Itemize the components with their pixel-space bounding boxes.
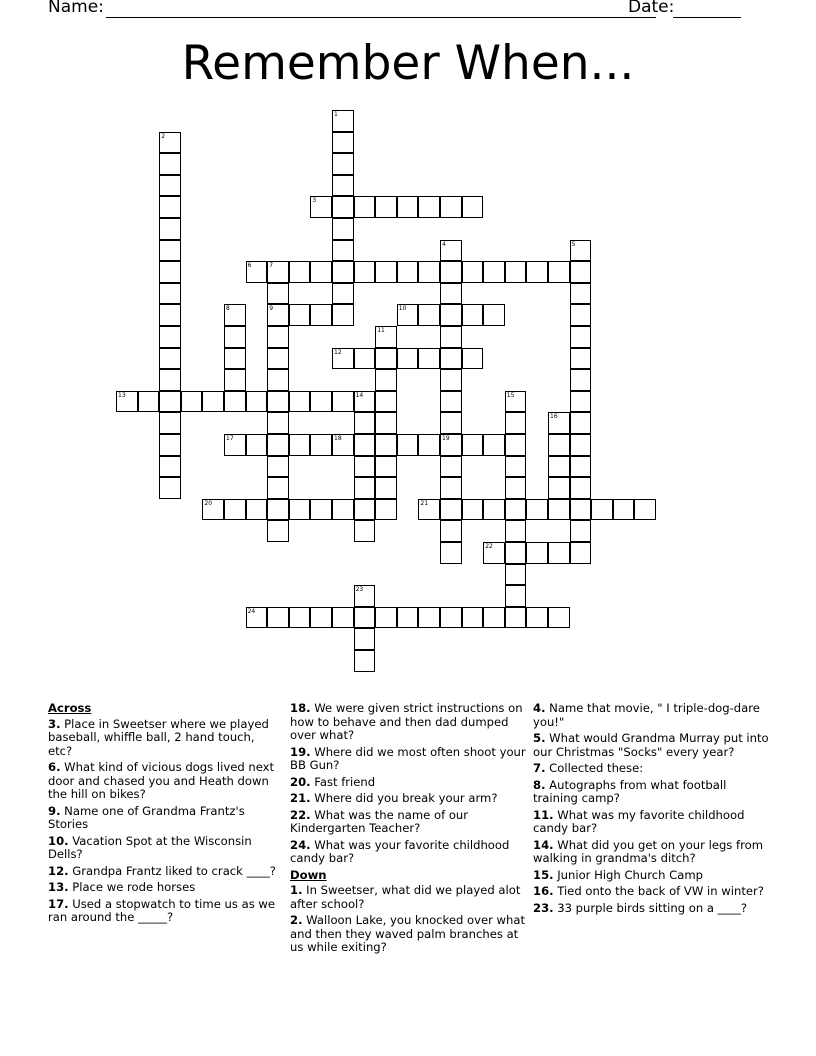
grid-cell[interactable] (159, 132, 181, 154)
grid-cell[interactable] (634, 499, 656, 521)
clue-text: Autographs from what football training camp? (533, 777, 727, 805)
grid-cell[interactable] (116, 391, 138, 413)
grid-cell[interactable] (267, 520, 289, 542)
grid-cell[interactable] (505, 261, 527, 283)
clue-number: 24 (247, 607, 256, 615)
grid-cell[interactable] (375, 196, 397, 218)
clue-text: Junior High Church Camp (557, 867, 704, 882)
clue-number: 23 (355, 586, 364, 594)
grid-cell[interactable] (397, 348, 419, 370)
grid-cell[interactable] (159, 240, 181, 262)
grid-cell[interactable] (526, 261, 548, 283)
clue-number: 14. (533, 837, 554, 852)
grid-cell[interactable] (375, 434, 397, 456)
clue-text: What was my favorite childhood candy bar? (533, 807, 745, 835)
grid-cell[interactable] (159, 434, 181, 456)
clue-text: Place we rode horses (72, 880, 196, 894)
grid-cell[interactable] (354, 196, 376, 218)
clue-number: 6 (247, 262, 252, 270)
grid-cell[interactable] (505, 477, 527, 499)
grid-cell[interactable] (159, 456, 181, 478)
grid-cell[interactable] (267, 326, 289, 348)
grid-cell[interactable] (332, 196, 354, 218)
clue-number: 24. (290, 837, 311, 852)
clue-item (48, 761, 276, 802)
grid-cell[interactable] (375, 369, 397, 391)
grid-cell[interactable] (375, 607, 397, 629)
grid-cell[interactable] (246, 391, 268, 413)
clue-item (290, 792, 526, 806)
grid-cell[interactable] (570, 520, 592, 542)
grid-cell[interactable] (202, 499, 224, 521)
clue-item (533, 732, 769, 759)
grid-cell[interactable] (375, 499, 397, 521)
grid-cell[interactable] (418, 607, 440, 629)
clue-number: 23. (533, 900, 554, 915)
clue-number: 17. (48, 896, 69, 911)
grid-cell[interactable] (289, 499, 311, 521)
grid-cell[interactable] (570, 304, 592, 326)
clue-number: 13 (118, 391, 126, 399)
grid-cell[interactable] (224, 369, 246, 391)
clue-text: Walloon Lake, you knocked over what and then they waved palm branches at us while exiting? (290, 913, 526, 954)
clue-item (290, 809, 526, 836)
grid-cell[interactable] (267, 391, 289, 413)
grid-cell[interactable] (505, 391, 527, 413)
grid-cell[interactable] (267, 412, 289, 434)
clue-item (533, 809, 769, 836)
grid-cell[interactable] (570, 542, 592, 564)
clue-item (48, 835, 276, 862)
clue-number: 18 (334, 435, 342, 442)
grid-cell[interactable] (418, 261, 440, 283)
grid-cell[interactable] (332, 218, 354, 240)
grid-cell[interactable] (224, 391, 246, 413)
grid-cell[interactable] (440, 369, 462, 391)
grid-cell[interactable] (570, 348, 592, 370)
clue-number: 15. (533, 867, 554, 882)
clue-column-2 (290, 702, 526, 958)
grid-cell[interactable] (332, 132, 354, 154)
grid-cell[interactable] (483, 499, 505, 521)
grid-cell[interactable] (332, 175, 354, 197)
clue-column-1 (48, 702, 276, 928)
grid-cell[interactable] (159, 348, 181, 370)
grid-cell[interactable] (462, 348, 484, 370)
clue-item (290, 914, 526, 955)
grid-cell[interactable] (159, 175, 181, 197)
clue-number: 21 (420, 499, 429, 507)
clue-number: 2. (290, 913, 303, 927)
grid-cell[interactable] (159, 412, 181, 434)
grid-cell[interactable] (440, 499, 462, 521)
clue-text: What was the name of our Kindergarten Teacher? (290, 807, 469, 835)
clue-text: Name that movie, " I triple-dog-dare you!" (533, 701, 760, 729)
grid-cell[interactable] (462, 304, 484, 326)
grid-cell[interactable] (375, 348, 397, 370)
grid-cell[interactable] (332, 261, 354, 283)
clue-number: 12. (48, 863, 69, 878)
clue-item (290, 884, 526, 911)
grid-cell[interactable] (332, 110, 354, 132)
grid-cell[interactable] (505, 456, 527, 478)
grid-cell[interactable] (310, 304, 332, 326)
grid-cell[interactable] (310, 391, 332, 413)
grid-cell[interactable] (570, 283, 592, 305)
clue-number: 17 (226, 435, 234, 442)
grid-cell[interactable] (267, 499, 289, 521)
clue-text: In Sweetser, what did we played alot after school? (290, 883, 521, 911)
clue-item (48, 718, 276, 759)
grid-cell[interactable] (246, 607, 268, 629)
grid-cell[interactable] (354, 391, 376, 413)
clue-number: 14 (355, 391, 364, 399)
grid-cell[interactable] (570, 456, 592, 478)
clue-text: What was your favorite childhood candy bar? (290, 837, 510, 865)
grid-cell[interactable] (246, 434, 268, 456)
grid-cell[interactable] (289, 391, 311, 413)
grid-cell[interactable] (526, 607, 548, 629)
grid-cell[interactable] (375, 412, 397, 434)
clue-item (533, 885, 769, 899)
clue-text: Tied onto the back of VW in winter? (557, 884, 764, 898)
grid-cell[interactable] (354, 261, 376, 283)
grid-cell[interactable] (310, 261, 332, 283)
grid-cell[interactable] (267, 348, 289, 370)
grid-cell[interactable] (332, 153, 354, 175)
grid-cell[interactable] (354, 499, 376, 521)
grid-cell[interactable] (138, 391, 160, 413)
grid-cell[interactable] (440, 412, 462, 434)
clue-number: 8 (226, 305, 230, 313)
grid-cell[interactable] (332, 304, 354, 326)
grid-cell[interactable] (505, 542, 527, 564)
clue-number: 19. (290, 744, 311, 759)
grid-cell[interactable] (462, 196, 484, 218)
grid-cell[interactable] (397, 607, 419, 629)
clue-number: 2 (161, 132, 166, 140)
clue-section-heading: Down (290, 867, 327, 882)
grid-cell[interactable] (418, 499, 440, 521)
grid-cell[interactable] (310, 196, 332, 218)
grid-cell[interactable] (505, 520, 527, 542)
grid-cell[interactable] (440, 196, 462, 218)
grid-cell[interactable] (397, 304, 419, 326)
grid-cell[interactable] (354, 348, 376, 370)
grid-cell[interactable] (570, 326, 592, 348)
grid-cell[interactable] (548, 542, 570, 564)
page-title: Remember When... (181, 36, 635, 91)
grid-cell[interactable] (462, 434, 484, 456)
clue-item (533, 839, 769, 866)
grid-cell[interactable] (159, 153, 181, 175)
grid-cell[interactable] (224, 304, 246, 326)
clue-text: Name one of Grandma Frantz's Stories (48, 803, 245, 831)
grid-cell[interactable] (440, 456, 462, 478)
grid-cell[interactable] (570, 434, 592, 456)
clue-number: 22 (485, 543, 493, 550)
grid-cell[interactable] (159, 283, 181, 305)
grid-cell[interactable] (354, 434, 376, 456)
grid-cell[interactable] (289, 304, 311, 326)
grid-cell[interactable] (354, 477, 376, 499)
grid-cell[interactable] (332, 434, 354, 456)
clue-number: 9 (269, 305, 274, 313)
grid-cell[interactable] (267, 434, 289, 456)
grid-cell[interactable] (570, 369, 592, 391)
grid-cell[interactable] (397, 196, 419, 218)
grid-cell[interactable] (267, 607, 289, 629)
grid-cell[interactable] (354, 607, 376, 629)
grid-cell[interactable] (354, 456, 376, 478)
grid-cell[interactable] (354, 585, 376, 607)
grid-cell[interactable] (570, 240, 592, 262)
grid-cell[interactable] (505, 412, 527, 434)
clue-item (290, 776, 526, 790)
clue-item (48, 881, 276, 895)
grid-cell[interactable] (548, 499, 570, 521)
grid-cell[interactable] (505, 585, 527, 607)
grid-cell[interactable] (354, 412, 376, 434)
clue-number: 11 (377, 327, 385, 334)
grid-cell[interactable] (418, 196, 440, 218)
clue-text: Used a stopwatch to time us as we ran around the _____? (48, 896, 276, 924)
clue-item (290, 839, 526, 866)
grid-cell[interactable] (613, 499, 635, 521)
grid-cell[interactable] (418, 434, 440, 456)
grid-cell[interactable] (267, 369, 289, 391)
grid-cell[interactable] (267, 477, 289, 499)
grid-cell[interactable] (202, 391, 224, 413)
clue-item (48, 898, 276, 925)
grid-cell[interactable] (505, 499, 527, 521)
clue-number: 16. (533, 884, 554, 898)
grid-cell[interactable] (483, 434, 505, 456)
grid-cell[interactable] (159, 369, 181, 391)
grid-cell[interactable] (332, 283, 354, 305)
grid-cell[interactable] (548, 434, 570, 456)
grid-cell[interactable] (224, 434, 246, 456)
clue-number: 13. (48, 880, 69, 894)
grid-cell[interactable] (418, 348, 440, 370)
clue-text: We were given strict instructions on how to behave and then dad dumped over what? (290, 701, 523, 742)
grid-cell[interactable] (462, 607, 484, 629)
clue-number: 3. (48, 716, 61, 731)
grid-cell[interactable] (440, 283, 462, 305)
grid-cell[interactable] (332, 607, 354, 629)
grid-cell[interactable] (310, 434, 332, 456)
grid-cell[interactable] (526, 499, 548, 521)
grid-cell[interactable] (224, 499, 246, 521)
clue-number: 3 (312, 197, 317, 205)
grid-cell[interactable] (548, 477, 570, 499)
grid-cell[interactable] (440, 542, 462, 564)
clue-item (533, 762, 769, 776)
grid-cell[interactable] (181, 391, 203, 413)
grid-cell[interactable] (159, 326, 181, 348)
grid-cell[interactable] (354, 520, 376, 542)
clue-item (533, 869, 769, 883)
clue-text: Fast friend (314, 774, 376, 789)
clue-number: 8. (533, 777, 546, 792)
grid-cell[interactable] (526, 542, 548, 564)
grid-cell[interactable] (289, 261, 311, 283)
clue-text: Where did you break your arm? (314, 791, 498, 805)
grid-cell[interactable] (548, 261, 570, 283)
clue-text: Place in Sweetser where we played baseball, whiffle ball, 2 hand touch, etc? (48, 716, 269, 758)
clue-number: 10. (48, 833, 69, 848)
grid-cell[interactable] (267, 283, 289, 305)
clue-item (533, 902, 769, 916)
clue-number: 12 (334, 348, 342, 356)
clue-number: 10 (398, 305, 407, 313)
clue-text: What kind of vicious dogs lived next door and chased you and Heath down the hill on bikes? (48, 760, 275, 801)
clue-item (533, 779, 769, 806)
grid-cell[interactable] (159, 391, 181, 413)
clue-text: Grandpa Frantz liked to crack ____? (72, 863, 276, 878)
clue-number: 20. (290, 774, 311, 789)
grid-cell[interactable] (375, 391, 397, 413)
grid-cell[interactable] (397, 434, 419, 456)
grid-cell[interactable] (483, 607, 505, 629)
clue-number: 1. (290, 883, 303, 897)
grid-cell[interactable] (483, 542, 505, 564)
clue-text: 33 purple birds sitting on a ____? (557, 900, 747, 915)
grid-cell[interactable] (440, 348, 462, 370)
clue-number: 7 (269, 262, 274, 270)
clue-item (533, 702, 769, 729)
grid-cell[interactable] (159, 477, 181, 499)
grid-cell[interactable] (375, 456, 397, 478)
grid-cell[interactable] (570, 499, 592, 521)
grid-cell[interactable] (570, 391, 592, 413)
grid-cell[interactable] (462, 261, 484, 283)
grid-cell[interactable] (159, 261, 181, 283)
clue-number: 16 (550, 413, 558, 421)
grid-cell[interactable] (440, 261, 462, 283)
grid-cell[interactable] (483, 304, 505, 326)
grid-cell[interactable] (332, 348, 354, 370)
clue-text: Where did we most often shoot your BB Gun? (290, 744, 526, 772)
clue-number: 5. (533, 731, 546, 745)
grid-cell[interactable] (354, 628, 376, 650)
grid-cell[interactable] (375, 326, 397, 348)
clue-text: What did you get on your legs from walking in grandma's ditch? (533, 837, 764, 865)
grid-cell[interactable] (310, 499, 332, 521)
grid-cell[interactable] (570, 412, 592, 434)
grid-cell[interactable] (224, 326, 246, 348)
clue-number: 1 (334, 111, 338, 118)
clue-number: 6. (48, 760, 61, 774)
grid-cell[interactable] (440, 240, 462, 262)
grid-cell[interactable] (267, 456, 289, 478)
grid-cell[interactable] (159, 218, 181, 240)
grid-cell[interactable] (440, 304, 462, 326)
clue-number: 7. (533, 761, 546, 775)
grid-cell[interactable] (267, 261, 289, 283)
grid-cell[interactable] (397, 261, 419, 283)
clue-item (48, 805, 276, 832)
grid-cell[interactable] (289, 434, 311, 456)
grid-cell[interactable] (548, 456, 570, 478)
grid-cell[interactable] (440, 391, 462, 413)
grid-cell[interactable] (440, 607, 462, 629)
clue-text: Vacation Spot at the Wisconsin Dells? (48, 833, 252, 861)
grid-cell[interactable] (332, 499, 354, 521)
clue-section-heading: Across (48, 701, 92, 715)
clue-number: 11. (533, 807, 554, 822)
clue-text: What would Grandma Murray put into our Christmas "Socks" every year? (533, 731, 769, 759)
grid-cell[interactable] (483, 261, 505, 283)
grid-cell[interactable] (440, 520, 462, 542)
grid-cell[interactable] (332, 240, 354, 262)
grid-cell[interactable] (246, 261, 268, 283)
clue-number: 21. (290, 791, 311, 805)
clue-number: 9. (48, 803, 61, 818)
grid-cell[interactable] (548, 607, 570, 629)
clue-item (48, 865, 276, 879)
clue-number: 4. (533, 701, 546, 715)
grid-cell[interactable] (418, 304, 440, 326)
grid-cell[interactable] (505, 607, 527, 629)
grid-cell[interactable] (440, 434, 462, 456)
grid-cell[interactable] (440, 326, 462, 348)
clue-text: Collected these: (549, 761, 644, 775)
grid-cell[interactable] (570, 477, 592, 499)
clue-item (290, 702, 526, 743)
clue-column-3 (533, 702, 769, 918)
grid-cell[interactable] (505, 434, 527, 456)
clue-number: 18. (290, 701, 311, 715)
clue-number: 22. (290, 807, 311, 822)
clue-number: 20 (204, 499, 213, 507)
clue-item (290, 746, 526, 773)
grid-cell[interactable] (332, 391, 354, 413)
grid-cell[interactable] (440, 477, 462, 499)
grid-cell[interactable] (591, 499, 613, 521)
grid-cell[interactable] (159, 196, 181, 218)
clue-number: 19 (442, 435, 450, 442)
grid-cell[interactable] (159, 304, 181, 326)
grid-cell[interactable] (267, 304, 289, 326)
grid-cell[interactable] (375, 477, 397, 499)
name-label: Name: (48, 0, 104, 17)
clue-number: 15 (506, 391, 515, 399)
date-label: Date: (628, 0, 675, 17)
clue-number: 5 (571, 240, 576, 248)
grid-cell[interactable] (246, 499, 268, 521)
grid-cell[interactable] (354, 650, 376, 672)
grid-cell[interactable] (570, 261, 592, 283)
grid-cell[interactable] (548, 412, 570, 434)
grid-cell[interactable] (289, 607, 311, 629)
clue-number: 4 (442, 240, 446, 248)
grid-cell[interactable] (310, 607, 332, 629)
grid-cell[interactable] (375, 261, 397, 283)
grid-cell[interactable] (224, 348, 246, 370)
grid-cell[interactable] (505, 564, 527, 586)
grid-cell[interactable] (462, 499, 484, 521)
